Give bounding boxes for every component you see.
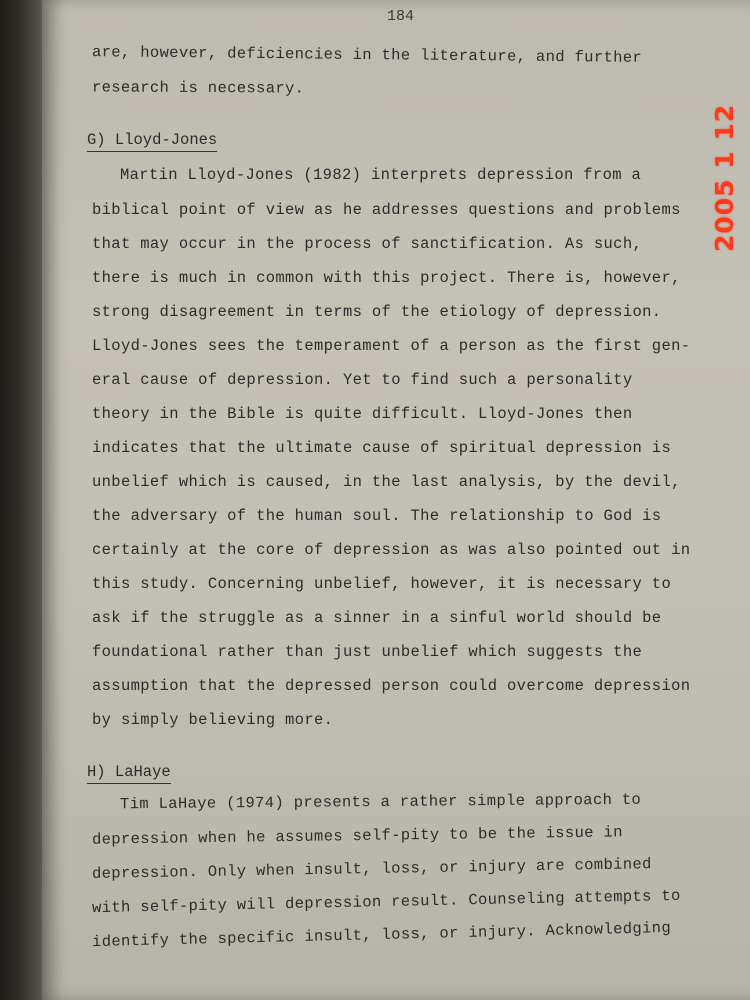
section-g-line-16: assumption that the depressed person could overcome depression (92, 677, 691, 695)
section-h-line-2: depression when he assumes self-pity to be the issue in (91, 823, 623, 849)
section-g-line-3: that may occur in the process of sanctification. As such, (92, 235, 643, 253)
section-g-line-10: unbelief which is caused, in the last analysis, by the devil, (92, 473, 681, 491)
section-g-line-17: by simply believing more. (92, 711, 334, 729)
section-g-line-12: certainly at the core of depression as was also pointed out in (92, 541, 691, 559)
section-g-line-6: Lloyd-Jones sees the temperament of a person as the first gen- (92, 337, 691, 355)
section-h-heading: H) LaHaye (87, 763, 171, 784)
section-h-line-3: depression. Only when insult, loss, or injury are combined (91, 855, 652, 883)
intro-line-2: research is necessary. (91, 78, 305, 98)
page-number: 184 (387, 8, 415, 25)
section-h-line-4: with self-pity will depression result. Counseling attempts to (91, 886, 681, 918)
section-g-line-4: there is much in common with this project. There is, however, (92, 269, 681, 287)
section-h-line-5: identify the specific insult, loss, or injury. Acknowledging (91, 918, 672, 952)
intro-line-1: are, however, deficiencies in the literature, and further (91, 43, 643, 67)
section-g-line-2: biblical point of view as he addresses questions and problems (92, 201, 681, 219)
section-g-line-1: Martin Lloyd-Jones (1982) interprets depression from a (120, 166, 642, 184)
section-g-line-14: ask if the struggle as a sinner in a sinful world should be (92, 609, 662, 627)
section-g-line-15: foundational rather than just unbelief which suggests the (92, 643, 643, 661)
section-g-heading: G) Lloyd-Jones (87, 131, 217, 152)
section-g-line-11: the adversary of the human soul. The relationship to God is (92, 507, 662, 525)
section-g-line-8: theory in the Bible is quite difficult. Lloyd-Jones then (92, 405, 633, 423)
section-g-line-7: eral cause of depression. Yet to find such a personality (92, 371, 633, 389)
section-g-line-13: this study. Concerning unbelief, however, it is necessary to (92, 575, 672, 593)
section-h-line-1: Tim LaHaye (1974) presents a rather simple approach to (119, 790, 642, 814)
book-page (42, 0, 750, 1000)
date-stamp: 2005 1 12 (710, 103, 739, 252)
section-g-line-9: indicates that the ultimate cause of spiritual depression is (92, 439, 672, 457)
section-g-line-5: strong disagreement in terms of the etiology of depression. (92, 303, 662, 321)
